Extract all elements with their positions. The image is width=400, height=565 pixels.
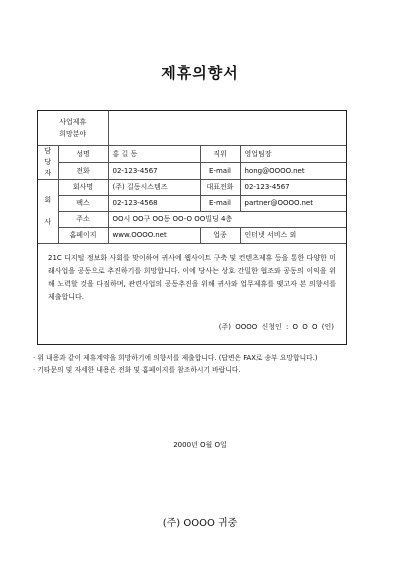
fax-value: 02-123-4568 bbox=[108, 195, 200, 211]
notes bbox=[33, 352, 363, 376]
recipient: (주) OOOO 귀중 bbox=[162, 518, 238, 529]
homepage-value: www.OOOO.net bbox=[108, 227, 200, 243]
email-label: E-mail bbox=[200, 162, 240, 179]
phone-label: 전화 bbox=[58, 162, 108, 179]
email2-value: partner@OOOO.net bbox=[240, 195, 346, 211]
rep-phone-label: 대표전화 bbox=[200, 179, 240, 195]
signature-line: (주) OOOO 신청인 : O O O (인) bbox=[218, 323, 334, 331]
info-table bbox=[38, 111, 346, 244]
address-label: 주소 bbox=[58, 211, 108, 227]
note-item: · 기타문의 및 자세한 내용은 전화 및 홈페이지를 참조하시기 바랍니다. bbox=[33, 366, 241, 374]
note-item: · 위 내용과 같이 제휴계약을 희망하기에 의향서를 제출합니다. (답변은 FAX로 송부 요망합니다.) bbox=[33, 354, 318, 362]
company-label: 회사명 bbox=[58, 179, 108, 195]
purpose-row bbox=[38, 111, 346, 145]
address-value: OO시 OO구 OO동 OO-O OO빌딩 4층 bbox=[108, 211, 346, 227]
purpose-value bbox=[108, 111, 346, 145]
fax-row bbox=[38, 195, 346, 211]
name-value: 홍 길 동 bbox=[108, 145, 200, 162]
email-value: hong@OOOO.net bbox=[240, 162, 346, 179]
industry-label: 업종 bbox=[200, 227, 240, 243]
fax-label: 팩스 bbox=[58, 195, 108, 211]
document-date: 2000년 O월 O일 bbox=[173, 441, 227, 449]
name-row bbox=[38, 145, 346, 162]
document-title: 제휴의향서 bbox=[161, 64, 239, 82]
company-row bbox=[38, 179, 346, 195]
homepage-label: 홈페이지 bbox=[58, 227, 108, 243]
name-label: 성명 bbox=[58, 145, 108, 162]
proposal-body: 21C 디지털 정보화 사회를 맞이하여 귀사에 웹사이트 구축 및 컨텐츠제휴 등을 통한 다양한 미래사업을 공동으로 추진하기를 희망합니다. 이에 당사는 상호 간밀한 협조와 공동의 이익을 위해 노력할 것을 다짐하며, 관련사업의 공동추진을 위해 귀사와 업무제휴를 맺고자 본 의향서를 제출합니다. bbox=[48, 253, 336, 301]
homepage-row bbox=[38, 227, 346, 243]
industry-value: 인터넷 서비스 외 bbox=[240, 227, 346, 243]
phone-value: 02-123-4567 bbox=[108, 162, 200, 179]
contact-section-label: 담 당 자 bbox=[38, 145, 58, 179]
partnership-form bbox=[37, 110, 347, 345]
company-value: (주) 길동시스템즈 bbox=[108, 179, 200, 195]
position-label: 직위 bbox=[200, 145, 240, 162]
phone-row bbox=[38, 162, 346, 179]
position-value: 영업팀장 bbox=[240, 145, 346, 162]
email2-label: E-mail bbox=[200, 195, 240, 211]
company-section-label: 회 사 bbox=[38, 179, 58, 243]
purpose-label: 사업제휴 희망분야 bbox=[38, 111, 108, 145]
address-row bbox=[38, 211, 346, 227]
rep-phone-value: 02-123-4567 bbox=[240, 179, 346, 195]
